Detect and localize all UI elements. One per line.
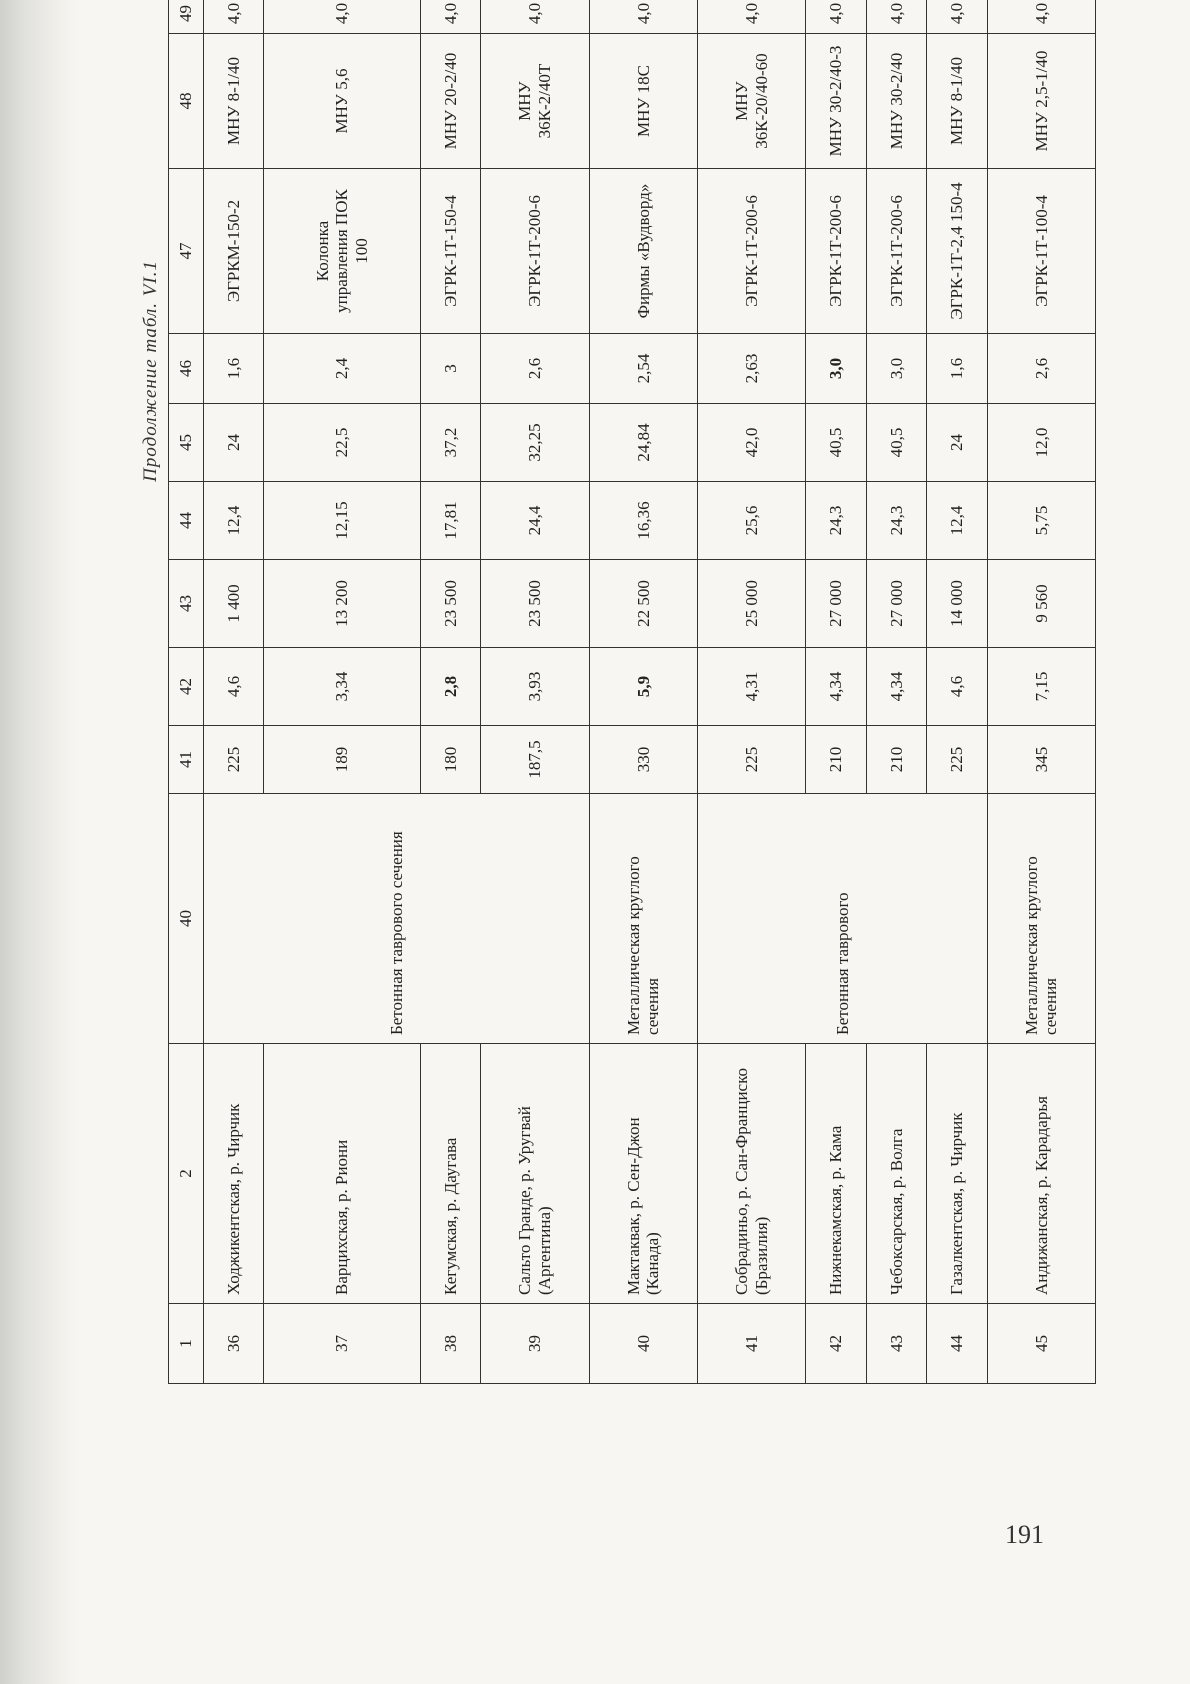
value-43: 13 200	[264, 560, 420, 648]
value-46: 2,63	[698, 334, 806, 404]
value-45: 24	[204, 404, 264, 482]
material-cell: Металлическая круглого сечения	[987, 794, 1095, 1044]
value-46: 2,54	[589, 334, 697, 404]
row-number: 42	[806, 1304, 866, 1384]
table-row	[481, 0, 589, 1384]
value-48: МНУ 2,5-1/40	[987, 34, 1095, 169]
col-header: 48	[169, 34, 204, 169]
value-49: 4,0	[866, 0, 926, 34]
row-number: 39	[481, 1304, 589, 1384]
value-41: 225	[204, 726, 264, 794]
value-46: 3	[420, 334, 480, 404]
value-41: 225	[927, 726, 987, 794]
value-43: 14 000	[927, 560, 987, 648]
value-47: ЭГРК-1Т-150-4	[420, 169, 480, 334]
value-43: 23 500	[481, 560, 589, 648]
table-row	[927, 0, 987, 1384]
row-number: 43	[866, 1304, 926, 1384]
col-header: 1	[169, 1304, 204, 1384]
value-49: 4,0	[927, 0, 987, 34]
value-44: 12,4	[204, 482, 264, 560]
value-45: 32,25	[481, 404, 589, 482]
material-cell: Бетонная таврового	[698, 794, 988, 1044]
row-number: 44	[927, 1304, 987, 1384]
col-header: 44	[169, 482, 204, 560]
value-48: МНУ 18С	[589, 34, 697, 169]
value-41: 330	[589, 726, 697, 794]
value-49: 4,0	[987, 0, 1095, 34]
value-41: 210	[866, 726, 926, 794]
row-number: 37	[264, 1304, 420, 1384]
station-name: Мактаквак, р. Сен-Джон (Канада)	[589, 1044, 697, 1304]
table-row	[264, 0, 420, 1384]
station-name: Собрадиньо, р. Сан-Франциско (Бразилия)	[698, 1044, 806, 1304]
value-49: 4,0	[589, 0, 697, 34]
value-45: 24	[927, 404, 987, 482]
value-47: ЭГРКМ-150-2	[204, 169, 264, 334]
material-cell: Металлическая круглого сечения	[589, 794, 697, 1044]
value-42: 4,31	[698, 648, 806, 726]
value-46: 2,6	[481, 334, 589, 404]
value-46: 3,0	[866, 334, 926, 404]
station-name: Газалкентская, р. Чирчик	[927, 1044, 987, 1304]
value-42: 4,34	[806, 648, 866, 726]
value-47: ЭГРК-1Т-200-6	[698, 169, 806, 334]
value-41: 210	[806, 726, 866, 794]
value-42: 4,6	[204, 648, 264, 726]
value-44: 5,75	[987, 482, 1095, 560]
col-header: 46	[169, 334, 204, 404]
value-45: 22,5	[264, 404, 420, 482]
value-44: 16,36	[589, 482, 697, 560]
value-43: 27 000	[806, 560, 866, 648]
value-47: ЭГРК-1Т-100-4	[987, 169, 1095, 334]
material-cell: Бетонная таврового сечения	[204, 794, 590, 1044]
value-46: 3,0	[806, 334, 866, 404]
col-header: 42	[169, 648, 204, 726]
value-48: МНУ 5,6	[264, 34, 420, 169]
value-43: 27 000	[866, 560, 926, 648]
value-43: 1 400	[204, 560, 264, 648]
value-41: 180	[420, 726, 480, 794]
table-body	[204, 0, 1096, 1384]
data-table	[168, 0, 1096, 1384]
col-header: 40	[169, 794, 204, 1044]
value-44: 12,15	[264, 482, 420, 560]
value-49: 4,0	[806, 0, 866, 34]
value-46: 2,4	[264, 334, 420, 404]
value-48: МНУ 8-1/40	[927, 34, 987, 169]
table-row	[698, 0, 806, 1384]
value-49: 4,0	[264, 0, 420, 34]
station-name: Сальто Гранде, р. Уругвай (Аргентина)	[481, 1044, 589, 1304]
value-48: МНУ 36К-2/40Т	[481, 34, 589, 169]
value-41: 187,5	[481, 726, 589, 794]
table-row	[204, 0, 264, 1384]
col-header: 47	[169, 169, 204, 334]
table-caption: Продолжение табл. VI.1	[140, 260, 161, 482]
col-header: 43	[169, 560, 204, 648]
value-41: 345	[987, 726, 1095, 794]
value-47: ЭГРК-1Т-200-6	[866, 169, 926, 334]
col-header: 41	[169, 726, 204, 794]
value-43: 23 500	[420, 560, 480, 648]
value-46: 1,6	[927, 334, 987, 404]
station-name: Варцихская, р. Риони	[264, 1044, 420, 1304]
value-49: 4,0	[420, 0, 480, 34]
value-46: 1,6	[204, 334, 264, 404]
value-48: МНУ 36К-20/40-60	[698, 34, 806, 169]
value-42: 5,9	[589, 648, 697, 726]
row-number: 41	[698, 1304, 806, 1384]
value-47: Фирмы «Вудворд»	[589, 169, 697, 334]
value-42: 3,93	[481, 648, 589, 726]
station-name: Кегумская, р. Даугава	[420, 1044, 480, 1304]
col-header: 2	[169, 1044, 204, 1304]
value-41: 189	[264, 726, 420, 794]
value-48: МНУ 30-2/40	[866, 34, 926, 169]
col-header: 49	[169, 0, 204, 34]
value-49: 4,0	[204, 0, 264, 34]
value-45: 42,0	[698, 404, 806, 482]
value-44: 17,81	[420, 482, 480, 560]
row-number: 36	[204, 1304, 264, 1384]
table-header	[169, 0, 204, 1384]
value-46: 2,6	[987, 334, 1095, 404]
value-44: 24,3	[806, 482, 866, 560]
station-name: Ходжикентская, р. Чирчик	[204, 1044, 264, 1304]
value-49: 4,0	[481, 0, 589, 34]
station-name: Андижанская, р. Карадарья	[987, 1044, 1095, 1304]
row-number: 40	[589, 1304, 697, 1384]
value-48: МНУ 30-2/40-3	[806, 34, 866, 169]
value-44: 25,6	[698, 482, 806, 560]
value-49: 4,0	[698, 0, 806, 34]
value-42: 4,6	[927, 648, 987, 726]
table-row	[806, 0, 866, 1384]
value-47: Колонка управления ПОК 100	[264, 169, 420, 334]
value-47: ЭГРК-1Т-200-6	[481, 169, 589, 334]
table-row	[420, 0, 480, 1384]
value-41: 225	[698, 726, 806, 794]
value-43: 25 000	[698, 560, 806, 648]
value-45: 40,5	[866, 404, 926, 482]
value-43: 22 500	[589, 560, 697, 648]
row-number: 45	[987, 1304, 1095, 1384]
value-44: 24,4	[481, 482, 589, 560]
value-47: ЭГРК-1Т-2,4 150-4	[927, 169, 987, 334]
value-44: 12,4	[927, 482, 987, 560]
station-name: Чебоксарская, р. Волга	[866, 1044, 926, 1304]
value-48: МНУ 8-1/40	[204, 34, 264, 169]
page-number: 191	[1005, 1520, 1044, 1549]
table-row	[866, 0, 926, 1384]
value-42: 7,15	[987, 648, 1095, 726]
table-row	[589, 0, 697, 1384]
value-45: 37,2	[420, 404, 480, 482]
value-43: 9 560	[987, 560, 1095, 648]
value-42: 3,34	[264, 648, 420, 726]
value-42: 4,34	[866, 648, 926, 726]
value-47: ЭГРК-1Т-200-6	[806, 169, 866, 334]
value-45: 40,5	[806, 404, 866, 482]
value-44: 24,3	[866, 482, 926, 560]
station-name: Нижнекамская, р. Кама	[806, 1044, 866, 1304]
value-45: 12,0	[987, 404, 1095, 482]
col-header: 45	[169, 404, 204, 482]
value-45: 24,84	[589, 404, 697, 482]
value-48: МНУ 20-2/40	[420, 34, 480, 169]
row-number: 38	[420, 1304, 480, 1384]
table-row	[987, 0, 1095, 1384]
value-42: 2,8	[420, 648, 480, 726]
